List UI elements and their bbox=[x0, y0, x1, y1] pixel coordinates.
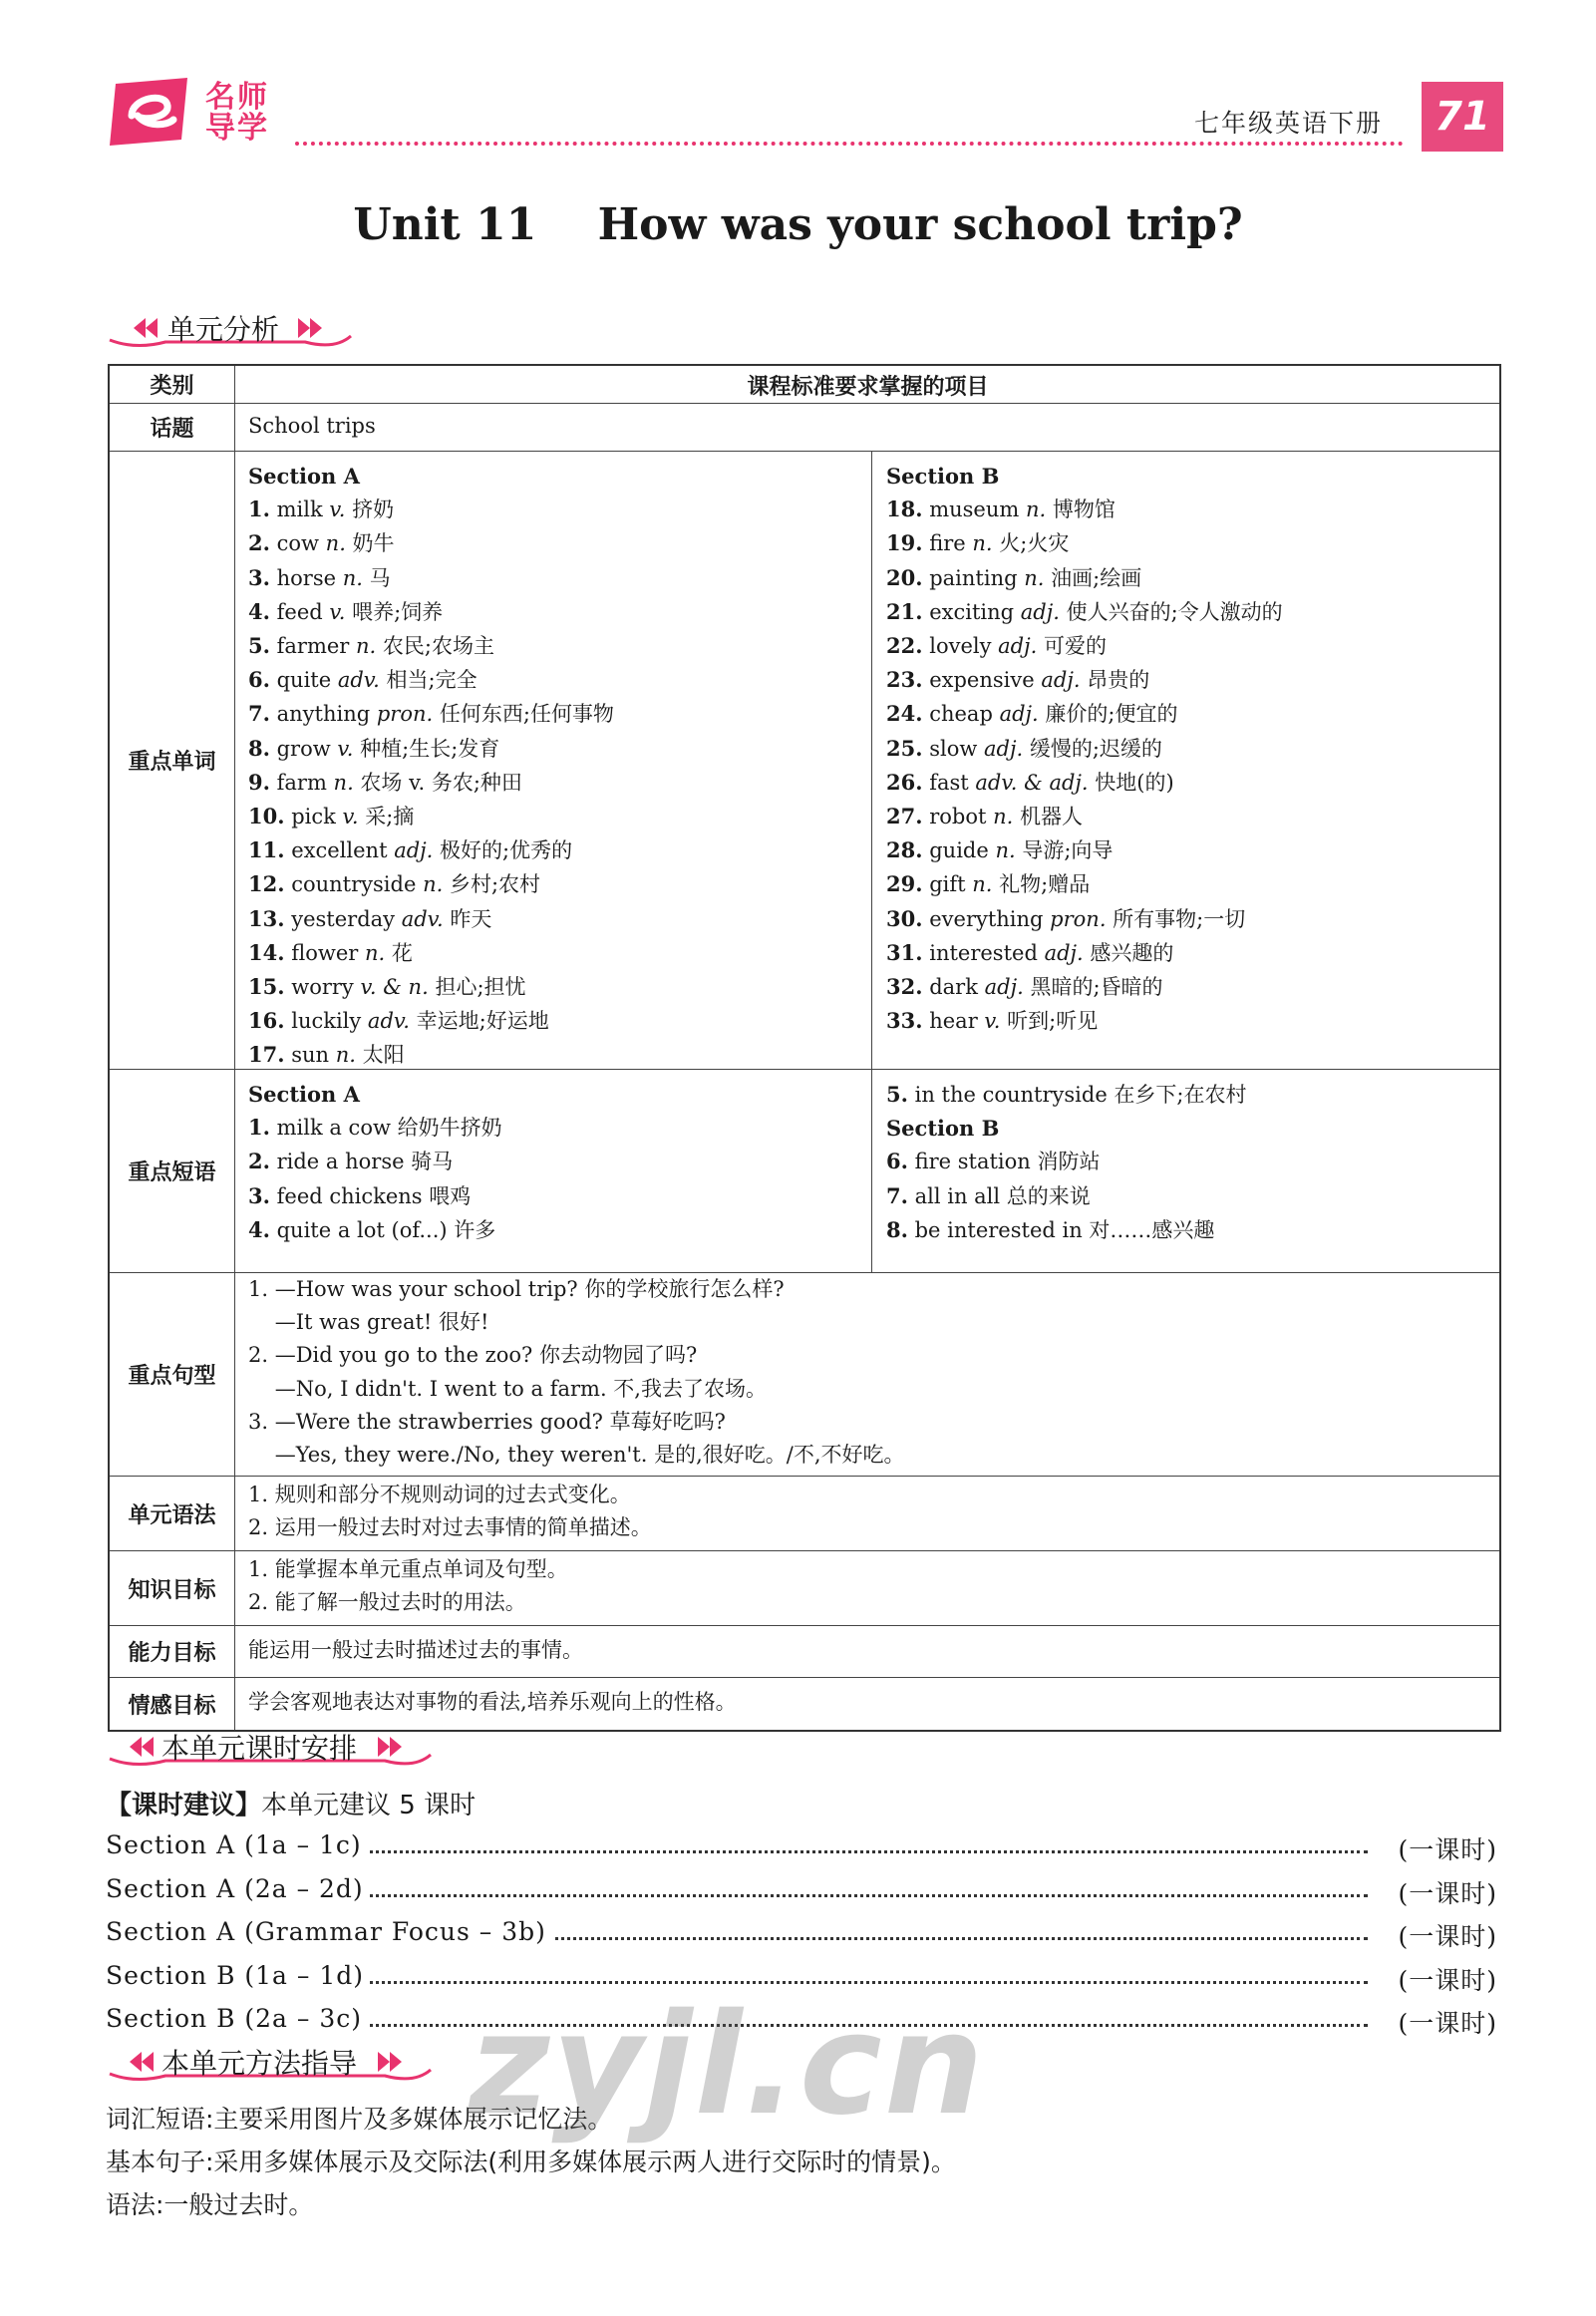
logo-text-line1: 名师 bbox=[205, 80, 269, 115]
phrases-label: 重点短语 bbox=[110, 1070, 235, 1272]
table-row-knowledge bbox=[110, 1551, 1499, 1626]
table-row-ability bbox=[110, 1626, 1499, 1678]
emotion-text: 学会客观地表达对事物的看法,培养乐观向上的性格。 bbox=[248, 1690, 737, 1714]
knowledge-label: 知识目标 bbox=[110, 1551, 235, 1625]
table-row-words bbox=[110, 452, 1499, 1070]
list-item: 5. in the countryside 在乡下;在农村 bbox=[886, 1082, 1247, 1107]
section-header-schedule bbox=[106, 1725, 435, 1769]
knowledge-list bbox=[248, 1553, 568, 1619]
list-item: 8. grow v. 种植;生长;发育 bbox=[248, 735, 500, 761]
phrases-left-column bbox=[248, 1078, 502, 1247]
table-row-emotion bbox=[110, 1678, 1499, 1730]
list-item: 6. quite adv. 相当;完全 bbox=[248, 667, 478, 693]
sentence-line: —No, I didn't. I went to a farm. 不,我去了农场。 bbox=[248, 1376, 767, 1401]
list-item: 29. gift n. 礼物;赠品 bbox=[886, 871, 1091, 897]
unit-analysis-table bbox=[108, 364, 1501, 1732]
list-item: 12. countryside n. 乡村;农村 bbox=[248, 871, 541, 897]
list-item: 32. dark adj. 黑暗的;昏暗的 bbox=[886, 974, 1163, 1000]
list-item: 10. pick v. 采;摘 bbox=[248, 804, 415, 829]
lesson-name: Section A (1a – 1c) bbox=[106, 1830, 368, 1859]
list-item: 3. horse n. 马 bbox=[248, 564, 391, 590]
list-item: 14. flower n. 花 bbox=[248, 939, 413, 965]
table-row-grammar bbox=[110, 1477, 1499, 1551]
ability-text: 能运用一般过去时描述过去的事情。 bbox=[248, 1638, 583, 1662]
table-row-topic bbox=[110, 404, 1499, 452]
sentences-label: 重点句型 bbox=[110, 1273, 235, 1476]
page-title: Unit 11 How was your school trip? bbox=[353, 199, 1243, 250]
emotion-label: 情感目标 bbox=[110, 1678, 235, 1730]
table-row-sentences bbox=[110, 1273, 1499, 1477]
list-item: 11. excellent adj. 极好的;优秀的 bbox=[248, 837, 573, 863]
list-item: 1. milk v. 挤奶 bbox=[248, 496, 395, 522]
lesson-row bbox=[106, 1830, 1497, 1870]
topic-value: School trips bbox=[248, 414, 376, 438]
list-item: 24. cheap adj. 廉价的;便宜的 bbox=[886, 701, 1178, 727]
list-item: 19. fire n. 火;火灾 bbox=[886, 530, 1070, 556]
lesson-name: Section B (2a – 3c) bbox=[106, 2004, 368, 2033]
list-item: 22. lovely adj. 可爱的 bbox=[886, 633, 1107, 659]
sentence-line: —It was great! 很好! bbox=[248, 1310, 489, 1335]
words-label: 重点单词 bbox=[110, 452, 235, 1069]
list-item: 9. farm n. 农场 v. 务农;种田 bbox=[248, 769, 522, 795]
list-item: 28. guide n. 导游;向导 bbox=[886, 837, 1114, 863]
words-right-column bbox=[886, 460, 1283, 1038]
list-item: 4. feed v. 喂养;饲养 bbox=[248, 598, 444, 624]
section-header-unit-analysis bbox=[106, 306, 355, 350]
sentence-line: 3. —Were the strawberries good? 草莓好吃吗? bbox=[248, 1409, 726, 1434]
list-item: 31. interested adj. 感兴趣的 bbox=[886, 939, 1174, 965]
lesson-row bbox=[106, 1874, 1497, 1914]
table-header-row bbox=[110, 366, 1499, 404]
header-dotted-line bbox=[295, 142, 1404, 146]
list-item: 13. yesterday adv. 昨天 bbox=[248, 905, 492, 931]
list-item: 2. ride a horse 骑马 bbox=[248, 1149, 454, 1174]
list-item: 18. museum n. 博物馆 bbox=[886, 496, 1116, 522]
list-item: 21. exciting adj. 使人兴奋的;令人激动的 bbox=[886, 598, 1283, 624]
lesson-name: Section B (1a – 1d) bbox=[106, 1961, 370, 1990]
list-item: 25. slow adj. 缓慢的;迟缓的 bbox=[886, 735, 1162, 761]
publisher-logo bbox=[108, 76, 297, 152]
page-number: 71 bbox=[1422, 82, 1503, 152]
table-row-phrases bbox=[110, 1070, 1499, 1273]
list-item: 23. expensive adj. 昂贵的 bbox=[886, 667, 1150, 693]
list-item: 1. 规则和部分不规则动词的过去式变化。 bbox=[248, 1483, 631, 1506]
list-item: 26. fast adv. & adj. 快地(的) bbox=[886, 769, 1174, 795]
list-item: 7. all in all 总的来说 bbox=[886, 1182, 1091, 1208]
suggest-text: 本单元建议 5 课时 bbox=[261, 1791, 477, 1820]
logo-mark-icon bbox=[108, 76, 199, 148]
grammar-label: 单元语法 bbox=[110, 1477, 235, 1550]
lesson-name: Section A (Grammar Focus – 3b) bbox=[106, 1917, 552, 1946]
list-item: 17. sun n. 太阳 bbox=[248, 1042, 405, 1068]
method-vocabulary: 词汇短语:主要采用图片及多媒体展示记忆法。 bbox=[106, 2105, 613, 2134]
lesson-hours: (一课时) bbox=[1392, 2004, 1497, 2040]
topic-label: 话题 bbox=[110, 404, 235, 451]
list-item: 27. robot n. 机器人 bbox=[886, 804, 1083, 829]
lesson-name: Section A (2a – 2d) bbox=[106, 1874, 370, 1903]
words-section-a: Section A bbox=[248, 464, 360, 489]
list-item: 16. luckily adv. 幸运地;好运地 bbox=[248, 1008, 549, 1034]
list-item: 20. painting n. 油画;绘画 bbox=[886, 564, 1142, 590]
list-item: 1. milk a cow 给奶牛挤奶 bbox=[248, 1115, 502, 1141]
header-items: 课程标准要求掌握的项目 bbox=[747, 375, 989, 400]
grade-book-label: 七年级英语下册 bbox=[1194, 109, 1384, 138]
lesson-hours: (一课时) bbox=[1392, 1961, 1497, 1997]
list-item: 33. hear v. 听到;听见 bbox=[886, 1008, 1099, 1034]
section-title: 本单元方法指导 bbox=[161, 2047, 358, 2080]
section-title: 单元分析 bbox=[167, 313, 280, 346]
list-item: 15. worry v. & n. 担心;担忧 bbox=[248, 974, 526, 1000]
lesson-suggestion bbox=[106, 1785, 476, 1821]
list-item: 30. everything pron. 所有事物;一切 bbox=[886, 905, 1246, 931]
header-category: 类别 bbox=[110, 366, 235, 403]
list-item: 6. fire station 消防站 bbox=[886, 1149, 1101, 1174]
suggest-tag: 【课时建议】 bbox=[106, 1791, 262, 1820]
list-item: 5. farmer n. 农民;农场主 bbox=[248, 633, 494, 659]
ability-label: 能力目标 bbox=[110, 1626, 235, 1677]
sentences-list bbox=[248, 1273, 905, 1472]
list-item: 3. feed chickens 喂鸡 bbox=[248, 1182, 472, 1208]
method-grammar: 语法:一般过去时。 bbox=[106, 2190, 314, 2219]
phrases-right-column bbox=[886, 1078, 1247, 1247]
list-item: 7. anything pron. 任何东西;任何事物 bbox=[248, 701, 614, 727]
phrases-section-b: Section B bbox=[886, 1116, 1000, 1142]
list-item: 1. 能掌握本单元重点单词及句型。 bbox=[248, 1557, 568, 1581]
list-item: 4. quite a lot (of...) 许多 bbox=[248, 1216, 496, 1242]
section-title: 本单元课时安排 bbox=[161, 1732, 358, 1765]
phrases-section-a: Section A bbox=[248, 1082, 360, 1107]
words-left-column bbox=[248, 460, 614, 1073]
list-item: 2. 运用一般过去时对过去事情的简单描述。 bbox=[248, 1515, 652, 1540]
words-section-b: Section B bbox=[886, 464, 1000, 489]
section-header-method bbox=[106, 2040, 435, 2084]
grammar-list bbox=[248, 1479, 652, 1544]
list-item: 2. 能了解一般过去时的用法。 bbox=[248, 1590, 526, 1615]
list-item: 8. be interested in 对……感兴趣 bbox=[886, 1216, 1215, 1242]
lesson-hours: (一课时) bbox=[1392, 1874, 1497, 1910]
method-sentences: 基本句子:采用多媒体展示及交际法(利用多媒体展示两人进行交际时的情景)。 bbox=[106, 2148, 956, 2176]
list-item: 2. cow n. 奶牛 bbox=[248, 530, 395, 556]
sentence-line: 2. —Did you go to the zoo? 你去动物园了吗? bbox=[248, 1343, 698, 1368]
sentence-line: —Yes, they were./No, they weren't. 是的,很好吃。/不,不好吃。 bbox=[248, 1443, 905, 1468]
page-header bbox=[108, 76, 1503, 156]
lesson-hours: (一课时) bbox=[1392, 1917, 1497, 1953]
lesson-hours: (一课时) bbox=[1392, 1830, 1497, 1866]
sentence-line: 1. —How was your school trip? 你的学校旅行怎么样? bbox=[248, 1277, 785, 1301]
lesson-row bbox=[106, 1917, 1497, 1957]
logo-text-line2: 导学 bbox=[205, 111, 269, 146]
watermark: zyjl.cn bbox=[469, 1984, 986, 2147]
